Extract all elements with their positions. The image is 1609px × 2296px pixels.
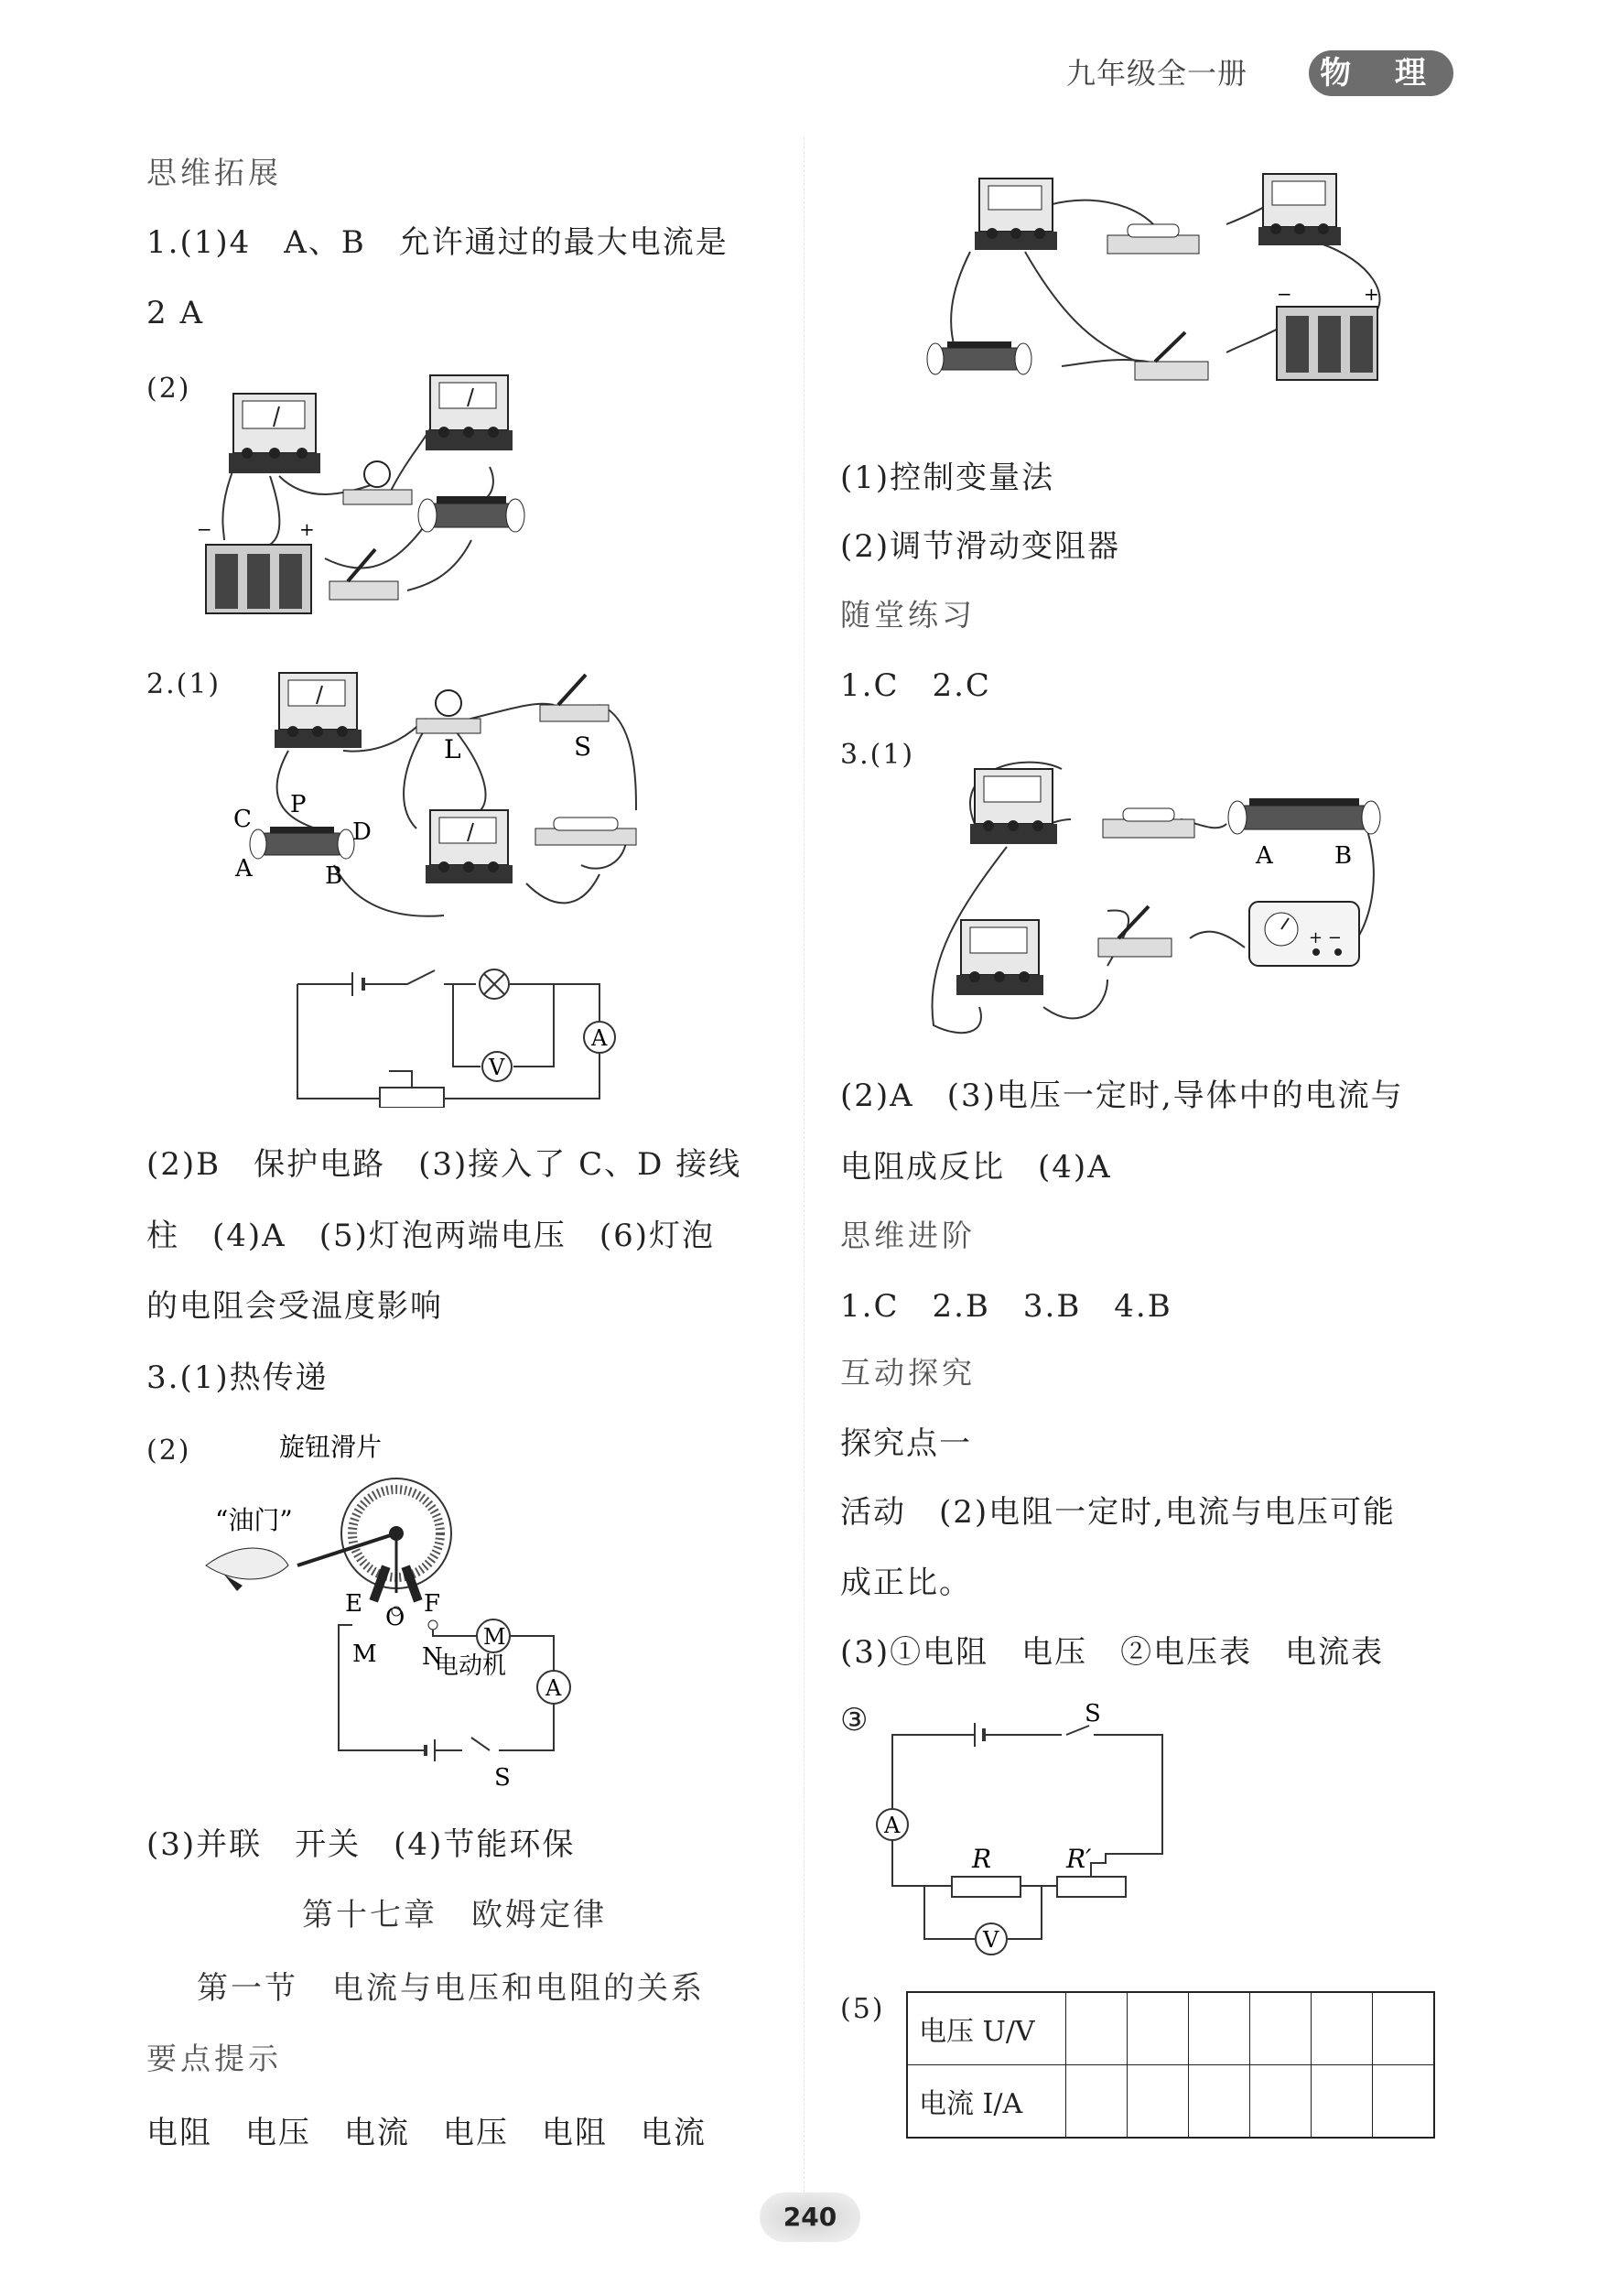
circuit-diagram-r3 [869, 1703, 1172, 1959]
answer-label: (5) [840, 1993, 885, 2025]
battery-icon [1277, 283, 1379, 380]
answer-label: ③ [840, 1702, 870, 1738]
answer-line: (2)调节滑动变阻器 [840, 528, 1121, 565]
ammeter-icon [275, 673, 362, 748]
label-S: S [574, 731, 592, 762]
answer-line: 2 A [146, 295, 204, 331]
table-cell [1312, 2065, 1373, 2139]
answer-label: 2.(1) [146, 668, 221, 700]
switch-icon [540, 675, 609, 721]
label-throttle: “油门” [215, 1505, 293, 1535]
answer-line: 电阻 电压 电流 电压 电阻 电流 [146, 2115, 707, 2151]
page-number: 240 [760, 2193, 860, 2242]
answer-line: 探究点一 [840, 1425, 972, 1462]
svg-text:−: − [1277, 283, 1292, 305]
voltmeter-icon [426, 810, 513, 883]
answer-label: (2) [146, 1435, 191, 1467]
table-cell [1066, 2065, 1128, 2139]
throttle-circuit-figure [188, 1428, 590, 1794]
ammeter-symbol: A [884, 1813, 901, 1838]
svg-text:+: + [299, 518, 315, 540]
circuit-diagram-2 [288, 961, 627, 1108]
answer-line: 1.(1)4 A、B 允许通过的最大电流是 [146, 224, 729, 261]
ammeter-symbol: A [591, 1025, 608, 1051]
label-M: M [352, 1641, 377, 1668]
table-cell [1250, 1992, 1312, 2065]
label-B: B [325, 862, 343, 890]
answer-label: 3.(1) [840, 739, 915, 771]
label-R: R [972, 1844, 992, 1874]
section-heading: 要点提示 [146, 2041, 282, 2076]
circuit-figure-r1 [915, 169, 1400, 412]
table-cell [1373, 2065, 1435, 2139]
label-A: A [235, 855, 253, 883]
voltmeter-icon [426, 375, 513, 450]
answer-line: (2)A (3)电压一定时,导体中的电流与 [840, 1078, 1404, 1114]
switch-icon [329, 549, 398, 600]
table-row [907, 2065, 1434, 2139]
label-S: S [1085, 1703, 1101, 1727]
label-N: N [422, 1643, 443, 1671]
table-row-header: 电压 U/V [907, 1992, 1066, 2065]
svg-text:+ −: + − [1309, 928, 1342, 948]
table-cell [1066, 1992, 1128, 2065]
section-heading: 随堂练习 [840, 597, 976, 633]
answer-line: 1.C 2.B 3.B 4.B [840, 1288, 1172, 1325]
chapter-title: 第十七章 欧姆定律 [302, 1897, 607, 1933]
switch-icon [1098, 906, 1172, 957]
label-D: D [352, 818, 372, 846]
answer-line: 电阻成反比 (4)A [840, 1149, 1112, 1186]
voltmeter-icon [1258, 174, 1341, 245]
label-C: C [233, 806, 252, 833]
table-row-header: 电流 I/A [907, 2065, 1066, 2139]
switch-icon [1135, 332, 1208, 380]
svg-text:−: − [197, 518, 212, 540]
voltmeter-symbol: V [983, 1927, 999, 1953]
battery-icon [197, 518, 315, 613]
answer-label: (2) [146, 373, 191, 405]
section-heading: 互动探究 [840, 1355, 976, 1391]
rheostat-icon [1228, 798, 1380, 834]
circuit-figure-2 [233, 664, 654, 929]
label-O: O [385, 1604, 405, 1631]
label-A: A [1256, 842, 1273, 870]
rheostat-icon [927, 341, 1031, 374]
motor-symbol: M [483, 1624, 506, 1650]
answer-line: (2)B 保护电路 (3)接入了 C、D 接线 [146, 1146, 742, 1183]
answer-line: (3)并联 开关 (4)节能环保 [146, 1826, 576, 1863]
label-S: S [494, 1764, 511, 1792]
bulb-icon [343, 461, 412, 504]
answer-line: 的电阻会受温度影响 [146, 1288, 443, 1325]
answer-line: 成正比。 [840, 1565, 972, 1601]
svg-text:+: + [1364, 283, 1379, 305]
label-Rp: R′ [1066, 1844, 1092, 1874]
section-title: 第一节 电流与电压和电阻的关系 [197, 1970, 705, 2007]
label-knob: 旋钮滑片 [279, 1432, 383, 1462]
resistor-icon [535, 818, 636, 845]
ammeter-icon [975, 179, 1057, 250]
table-cell [1189, 1992, 1250, 2065]
rheostat-icon [250, 827, 354, 859]
answer-line: 柱 (4)A (5)灯泡两端电压 (6)灯泡 [146, 1218, 716, 1254]
ammeter-symbol: A [545, 1675, 562, 1701]
answer-line: 3.(1)热传递 [146, 1359, 329, 1396]
table-cell [1373, 1992, 1435, 2065]
ammeter-icon [229, 394, 320, 473]
label-E: E [345, 1590, 362, 1618]
table-cell [1250, 2065, 1312, 2139]
table-cell [1312, 1992, 1373, 2065]
answer-line: (1)控制变量法 [840, 460, 1055, 496]
label-B: B [1334, 842, 1353, 870]
subject-badge: 物 理 [1309, 50, 1453, 96]
resistor-icon [1103, 808, 1194, 838]
grade-label: 九年级全一册 [1066, 56, 1248, 91]
data-table [906, 1991, 1435, 2139]
bulb-icon [416, 690, 481, 733]
circuit-figure-1 [197, 366, 535, 632]
section-heading: 思维进阶 [840, 1218, 976, 1253]
answer-line: (3)①电阻 电压 ②电压表 电流表 [840, 1634, 1385, 1671]
table-cell [1189, 2065, 1250, 2139]
label-P: P [290, 791, 307, 818]
circuit-figure-r3 [924, 732, 1382, 1048]
table-cell [1128, 2065, 1189, 2139]
table-cell [1128, 1992, 1189, 2065]
label-motor: 电动机 [435, 1652, 507, 1680]
label-F: F [424, 1590, 441, 1618]
voltmeter-icon [970, 769, 1057, 844]
table-row [907, 1992, 1434, 2065]
rheostat-icon [418, 496, 524, 532]
answer-line: 1.C 2.C [840, 667, 991, 704]
power-supply-icon [1249, 902, 1359, 966]
voltmeter-symbol: V [489, 1055, 505, 1080]
ammeter-icon [956, 920, 1043, 995]
label-L: L [444, 734, 461, 764]
section-heading: 思维拓展 [146, 155, 282, 190]
answer-line: 活动 (2)电阻一定时,电流与电压可能 [840, 1494, 1396, 1531]
resistor-icon [1107, 224, 1199, 254]
